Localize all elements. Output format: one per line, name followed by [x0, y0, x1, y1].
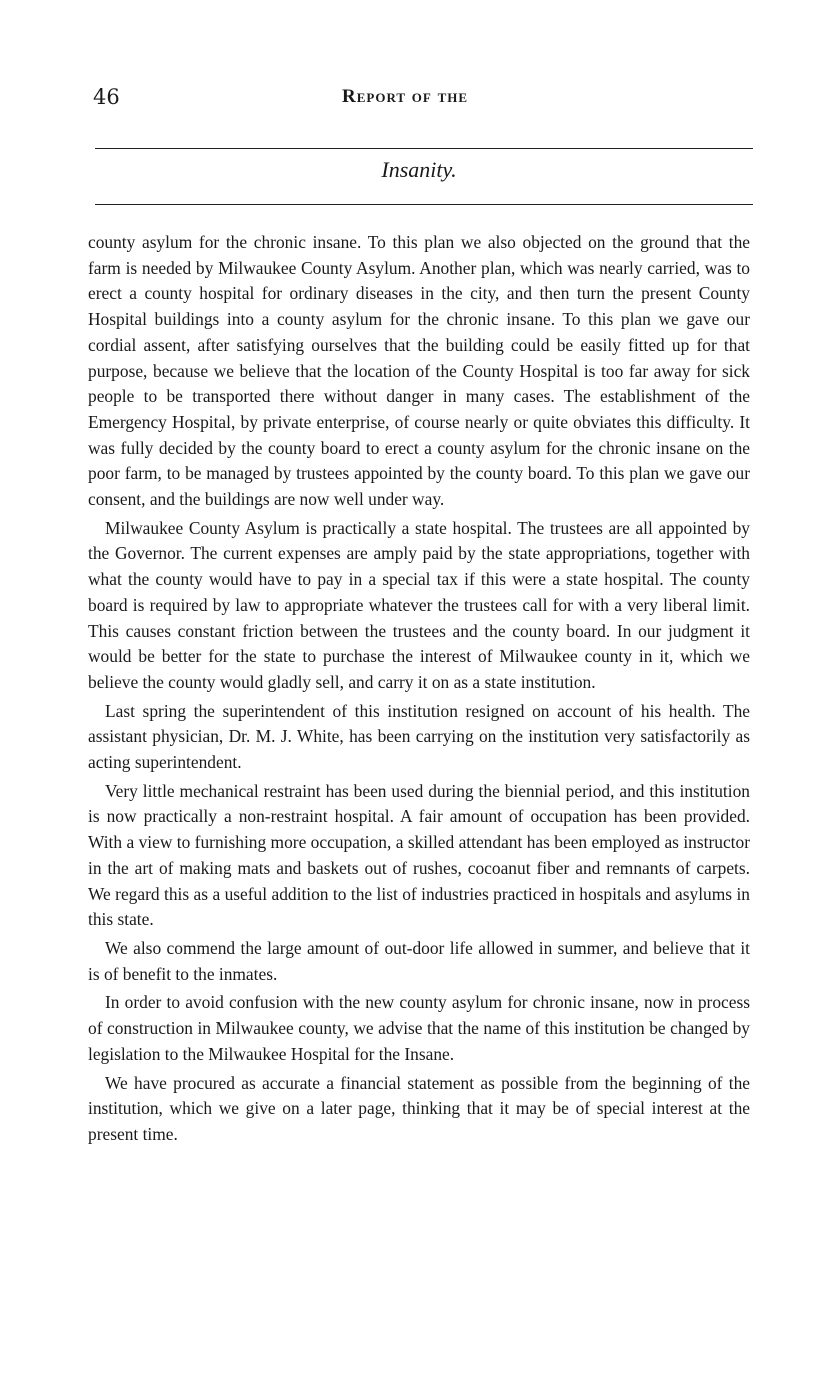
- section-title: Insanity.: [381, 157, 457, 182]
- paragraph-4: Very little mechanical restraint has been used during the biennial period, and this institution is now practically a non-restraint hospital. A fair amount of occupation has been provided. With a view to furnishing more occupation, a skilled attendant has been employed as instructor in the art of making mats and baskets out of rushes, cocoanut fiber and remnants of carpets. We regard this as a useful addition to the list of industries practiced in hospitals and asylums in this state.: [88, 780, 750, 930]
- running-head: Report of the: [342, 86, 469, 107]
- paragraph-6: In order to avoid confusion with the new county asylum for chronic insane, now in process of construction in Milwaukee county, we advise that the name of this institution be changed by legislation to the Milwaukee Hospital for the Insane.: [88, 992, 750, 1064]
- header-rule-bottom: [95, 204, 753, 205]
- paragraph-2: Milwaukee County Asylum is practically a state hospital. The trustees are all appointed by the Governor. The current expenses are amply paid by the state appropriations, together with what the county would have to pay in a special tax if this were a state hospital. The county board is required by law to appropriate whatever the trustees call for with a very liberal limit. This causes constant friction between the trustees and the county board. In our judgment it would be better for the state to purchase the interest of Milwaukee county in it, which we believe the county would gladly sell, and carry it on as a state institution.: [88, 517, 750, 692]
- paragraph-7: We have procured as accurate a financial statement as possible from the beginning of the institution, which we give on a later page, thinking that it may be of special interest at the present time.: [88, 1072, 750, 1144]
- page-number: 46: [93, 85, 120, 109]
- paragraph-1: county asylum for the chronic insane. To this plan we also objected on the ground that the farm is needed by Milwaukee County Asylum. Another plan, which was nearly carried, was to erect a county hospital for ordinary diseases in the city, and then turn the present County Hospital buildings into a county asylum for the chronic insane. To this plan we gave our cordial assent, after satisfying ourselves that the building could be easily fitted up for that purpose, because we believe that the location of the County Hospital is too far away for sick people to be transported there without danger in many cases. The establishment of the Emergency Hospital, by private enterprise, of course nearly or quite obviates this difficulty. It was fully decided by the county board to erect a county asylum for the chronic insane on the poor farm, to be managed by trustees appointed by the county board. To this plan we gave our consent, and the buildings are now well under way.: [88, 232, 750, 510]
- paragraph-5: We also commend the large amount of out-door life allowed in summer, and believe that it is of benefit to the inmates.: [88, 937, 750, 984]
- body-text: [88, 230, 750, 1151]
- header-rule-top: [95, 148, 753, 149]
- paragraph-3: Last spring the superintendent of this institution resigned on account of his health. The assistant physician, Dr. M. J. White, has been carrying on the institution very satisfactorily as acting superintendent.: [88, 700, 750, 773]
